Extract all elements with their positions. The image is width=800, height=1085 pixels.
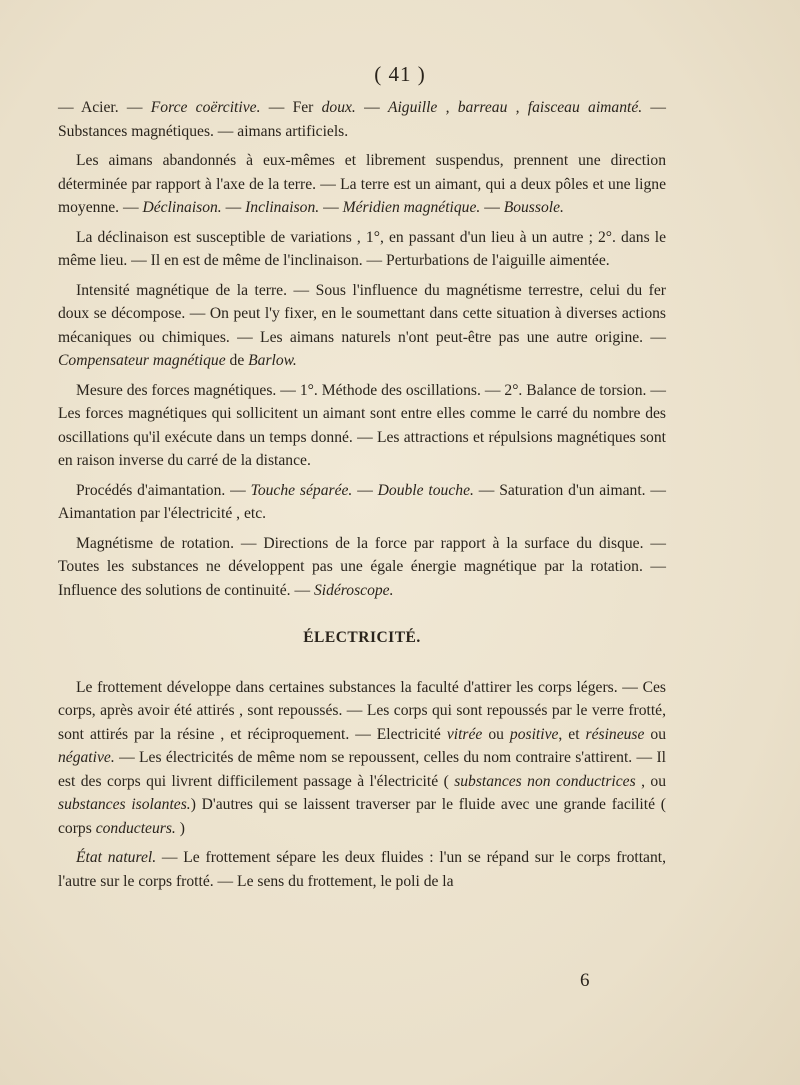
text-run: , ou xyxy=(635,772,667,790)
text-run: — xyxy=(319,199,343,216)
text-run: ou xyxy=(644,725,667,743)
text-run: ÉLECTRICITÉ. xyxy=(303,629,421,646)
text-run: ) xyxy=(175,819,185,837)
section-heading xyxy=(58,626,666,650)
text-run: — Acier. — xyxy=(58,99,151,116)
text-run: — xyxy=(352,481,378,499)
italic-run: négative. xyxy=(58,749,115,766)
text-run: — Le frottement sépare les deux fluides : l'un se répand sur le corps frottant, l'autre sur le corps frotté. — Le sens du frottement, le poli de la xyxy=(58,849,666,890)
text-run: — Substances magnétiques. — aimans artificiels. xyxy=(58,99,667,140)
italic-run: Compensateur magnétique xyxy=(58,352,226,369)
italic-run: Inclinaison. xyxy=(245,199,320,216)
text-run: ) D'autres qui se laissent traverser par le fluide avec une grande facilité ( corps xyxy=(58,796,666,837)
paragraph xyxy=(58,379,666,473)
page-header: ( 41 ) xyxy=(374,62,426,86)
italic-run: Aiguille , barreau , faisceau aimanté. xyxy=(387,99,643,116)
text-run: — xyxy=(221,199,246,216)
text-run: Les aimans abandonnés à eux-mêmes et librement suspendus, prennent une direction déterminée par rapport à l'axe de la terre. — La terre est un aimant, qui a deux pôles et une ligne moyenne. — xyxy=(58,152,666,216)
paragraph xyxy=(58,279,666,373)
italic-run: État naturel. xyxy=(76,849,157,866)
text-run: Procédés d'aimantation. — xyxy=(76,481,251,499)
text-run: ou xyxy=(482,725,510,743)
italic-run: Double touche. xyxy=(377,481,474,499)
text-run: — xyxy=(355,99,388,116)
italic-run: Barlow. xyxy=(248,352,297,369)
italic-run: vitrée xyxy=(446,725,483,743)
text-run: Le frottement développe dans certaines substances la faculté d'attirer les corps légers. — Ces corps, après avoir été attirés , sont repoussés. — Les corps qui sont repoussés par le verre frotté, sont attirés par la résine , et réciproquement. — Electricité xyxy=(58,678,666,743)
italic-run: Sidéroscope. xyxy=(313,581,394,599)
text-run: — Fer xyxy=(260,99,322,116)
italic-run: substances non conductrices xyxy=(454,772,636,790)
text-run: , et xyxy=(558,725,586,743)
italic-run: Déclinaison. xyxy=(142,199,222,216)
italic-run: Touche séparée. xyxy=(250,481,353,499)
text-run: — Les électricités de même nom se repoussent, celles du nom contraire s'attirent. — Il est des corps qui livrent difficilement passage à l'électricité ( xyxy=(58,749,666,790)
text-run: La déclinaison est susceptible de variations , 1°, en passant d'un lieu à un autre ; 2°. dans le même lieu. — Il en est de même de l'inclinaison. — Perturbations de l'aiguille aimentée. xyxy=(58,228,666,269)
text-run: Intensité magnétique de la terre. — Sous l'influence du magnétisme terrestre, celui du fer doux se décompose. — On peut l'y fixer, en le soumettant dans cette situation à diverses actions mécaniques ou chimiques. — Les aimans naturels n'ont peut-être pas une autre origine. — xyxy=(58,281,666,346)
text-run: — xyxy=(480,199,504,216)
text-run: Mesure des forces magnétiques. — 1°. Méthode des oscillations. — 2°. Balance de torsion. — Les forces magnétiques qui sollicitent un aimant sont entre elles comme le carré du nombre des oscillations qu'il exécute dans un temps donné. — Les attractions et répulsions magnétiques sont en raison inverse du carré de la distance. xyxy=(58,381,666,469)
italic-run: conducteurs. xyxy=(95,819,176,837)
italic-run: positive xyxy=(509,725,559,743)
paragraph xyxy=(58,149,666,220)
italic-run: substances isolantes. xyxy=(58,796,191,813)
italic-run: résineuse xyxy=(585,725,645,743)
text-run: — Saturation d'un aimant. — Aimantation par l'électricité , etc. xyxy=(58,481,667,522)
paragraph xyxy=(58,479,666,526)
text-run: Magnétisme de rotation. — Directions de la force par rapport à la surface du disque. — Toutes les substances ne développent pas une égale énergie magnétique par la rotation. — Influence des solutions de continuité. — xyxy=(58,534,666,599)
italic-run: Boussole. xyxy=(503,199,564,216)
body-text xyxy=(58,96,666,899)
text-run: de xyxy=(225,352,249,369)
italic-run: Force coërcitive. xyxy=(150,99,261,116)
paragraph xyxy=(58,846,666,893)
italic-run: Méridien magnétique. xyxy=(342,199,481,216)
paragraph xyxy=(58,226,666,273)
paragraph xyxy=(58,532,666,603)
paragraph xyxy=(58,676,666,841)
italic-run: doux. xyxy=(321,99,356,116)
paragraph xyxy=(58,96,666,143)
page-number: 6 xyxy=(580,970,590,991)
